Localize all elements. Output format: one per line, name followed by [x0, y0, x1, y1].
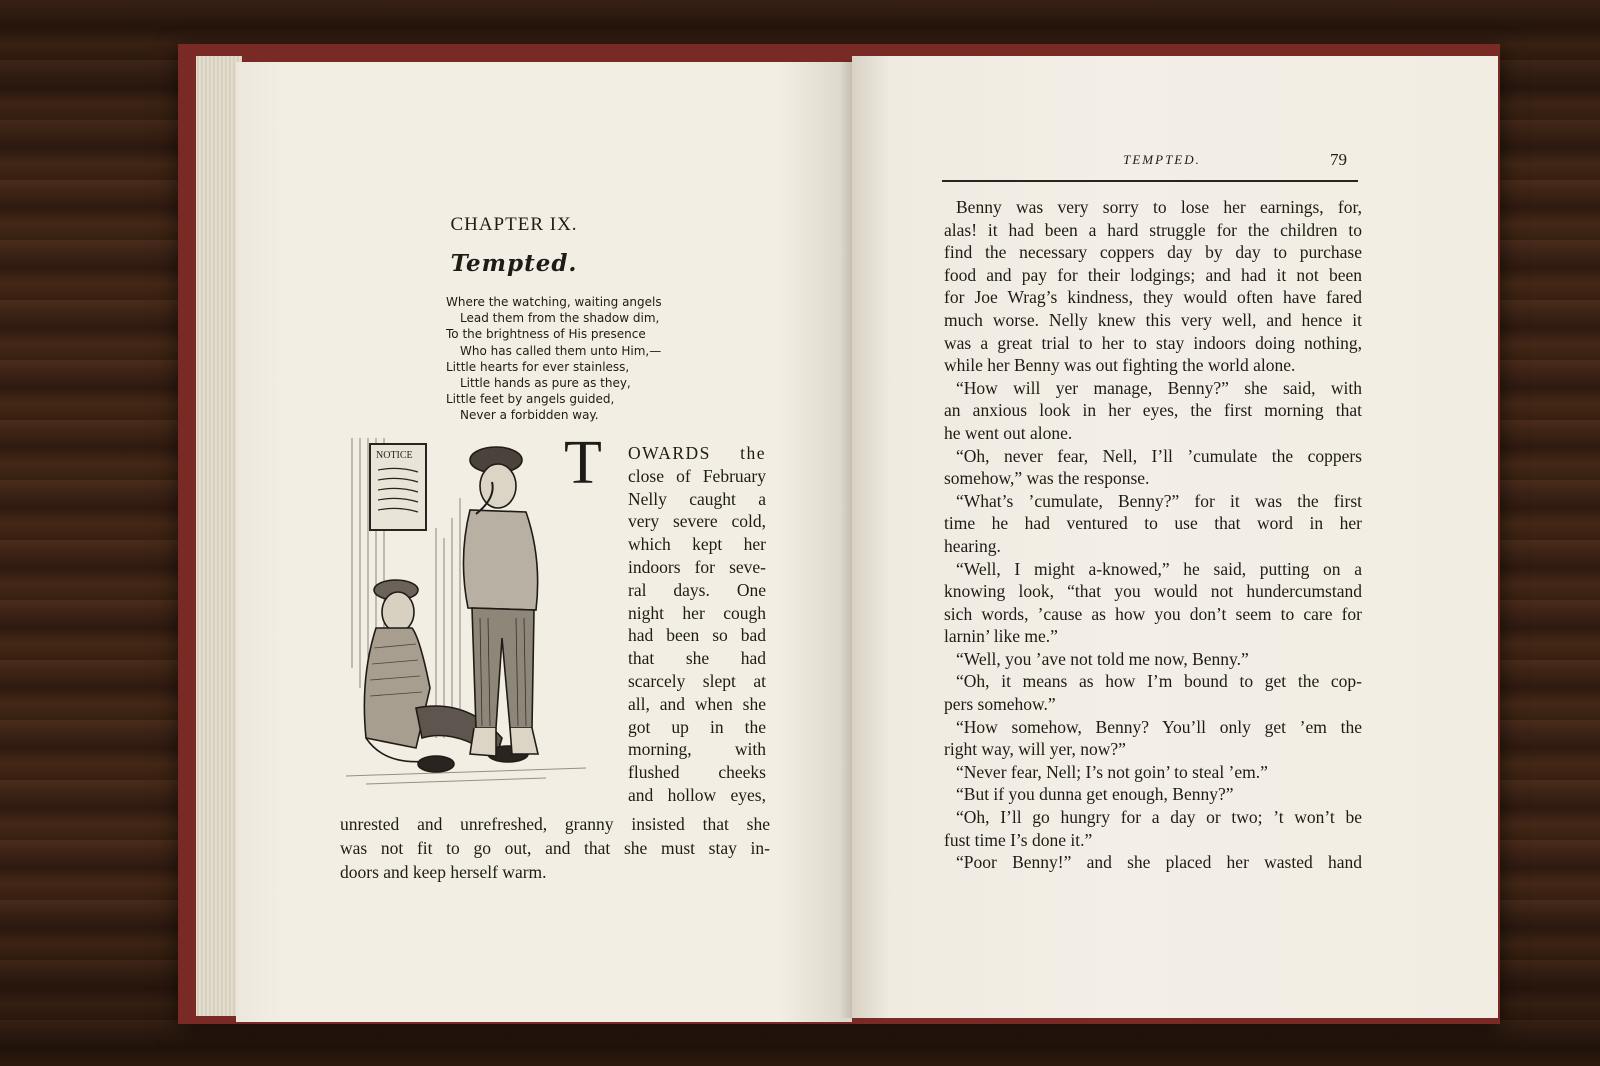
- text-line: an anxious look in her eyes, the first morning that: [944, 400, 1362, 421]
- text-line: was not fit to go out, and that she must stay in-: [340, 838, 770, 858]
- text-line: knowing look, “that you would not hundercumstand: [944, 581, 1362, 602]
- text-line: morning, with: [628, 739, 766, 760]
- text-line: while her Benny was out fighting the world alone.: [944, 355, 1296, 376]
- text-line: “But if you dunna get enough, Benny?”: [956, 784, 1234, 805]
- text-line: hearing.: [944, 535, 1001, 556]
- text-line: indoors for seve-: [628, 556, 766, 577]
- text-line: “Well, I might a-knowed,” he said, putting on a: [956, 558, 1362, 579]
- text-line: ral days. One: [628, 579, 766, 600]
- standing-boy-figure: [463, 447, 538, 756]
- poem-line: Where the watching, waiting angels: [446, 295, 662, 309]
- wrapped-paragraph: [628, 442, 766, 807]
- text-line: find the necessary coppers day by day to purchase: [944, 242, 1362, 263]
- poem-line: Little hearts for ever stainless,: [446, 359, 630, 374]
- text-line: scarcely slept at: [628, 670, 766, 691]
- text-line: very severe cold,: [628, 511, 766, 532]
- drop-cap: T: [564, 429, 602, 497]
- text-line: “Oh, never fear, Nell, I’ll ’cumulate the coppers: [956, 445, 1362, 466]
- left-page: [236, 62, 852, 1022]
- text-line: that she had: [628, 648, 766, 669]
- text-line: right way, will yer, now?”: [944, 739, 1126, 760]
- poem-line: Little feet by angels guided,: [446, 392, 615, 407]
- poem-line: Who has called them unto Him,—: [460, 343, 662, 358]
- text-line: food and pay for their lodgings; and had it not been: [944, 264, 1362, 285]
- text-line: doors and keep herself warm.: [340, 862, 547, 882]
- epigraph-poem: [446, 294, 726, 424]
- text-line: which kept her: [628, 534, 766, 555]
- text-line: for Joe Wrag’s kindness, they would often have fared: [944, 287, 1362, 308]
- header-rule: [942, 180, 1358, 182]
- text-line: alas! it had been a hard struggle for the children to: [944, 219, 1362, 240]
- text-line: pers somehow.”: [944, 694, 1056, 715]
- paragraph-continuation: [340, 812, 770, 884]
- text-line: got up in the: [628, 716, 766, 737]
- text-line: he went out alone.: [944, 422, 1073, 443]
- right-page: [852, 56, 1498, 1018]
- text-line: “Oh, I’ll go hungry for a day or two; ’t won’t be: [956, 807, 1362, 828]
- text-line: “Never fear, Nell; I’s not goin’ to steal ’em.”: [956, 761, 1268, 782]
- poem-line: Little hands as pure as they,: [460, 376, 631, 391]
- poem-line: Never a forbidden way.: [460, 408, 599, 423]
- running-head: TEMPTED.: [1123, 152, 1201, 167]
- text-line: “How will yer manage, Benny?” she said, with: [956, 377, 1362, 398]
- text-line: and hollow eyes,: [628, 784, 766, 805]
- text-line: fust time I’s done it.”: [944, 829, 1093, 850]
- text-line: “Well, you ’ave not told me now, Benny.”: [956, 648, 1249, 669]
- text-line: all, and when she: [628, 693, 766, 714]
- text-line: Benny was very sorry to lose her earnings, for,: [956, 197, 1362, 217]
- text-line: “Oh, it means as how I’m bound to get the cop-: [956, 671, 1362, 692]
- poem-line: Lead them from the shadow dim,: [460, 311, 660, 326]
- text-line: much worse. Nelly knew this very well, and hence it: [944, 309, 1362, 330]
- chapter-number: CHAPTER IX.: [450, 214, 578, 235]
- text-line: sich words, ’cause as how you don’t seem to care for: [944, 603, 1362, 624]
- chapter-title: Tempted.: [450, 250, 578, 277]
- body-text: [944, 196, 1362, 874]
- text-line: Nelly caught a: [628, 488, 766, 509]
- text-line: OWARDS the: [628, 443, 766, 463]
- text-line: “What’s ’cumulate, Benny?” for it was the first: [956, 490, 1362, 511]
- text-line: “How somehow, Benny? You’ll only get ’em the: [956, 716, 1362, 737]
- page-number: 79: [1330, 150, 1347, 169]
- text-line: time he had ventured to use that word in her: [944, 513, 1362, 534]
- text-line: unrested and unrefreshed, granny insisted that she: [340, 814, 770, 834]
- text-line: close of February: [628, 465, 766, 486]
- text-line: night her cough: [628, 602, 766, 623]
- text-line: “Poor Benny!” and she placed her wasted hand: [956, 852, 1362, 873]
- text-line: was a great trial to her to stay indoors doing nothing,: [944, 332, 1362, 353]
- text-line: somehow,” was the response.: [944, 468, 1150, 489]
- text-line: flushed cheeks: [628, 762, 766, 783]
- text-line: had been so bad: [628, 625, 766, 646]
- text-line: larnin’ like me.”: [944, 626, 1058, 647]
- notice-sign-text: NOTICE: [376, 450, 413, 461]
- poem-line: To the brightness of His presence: [446, 327, 646, 342]
